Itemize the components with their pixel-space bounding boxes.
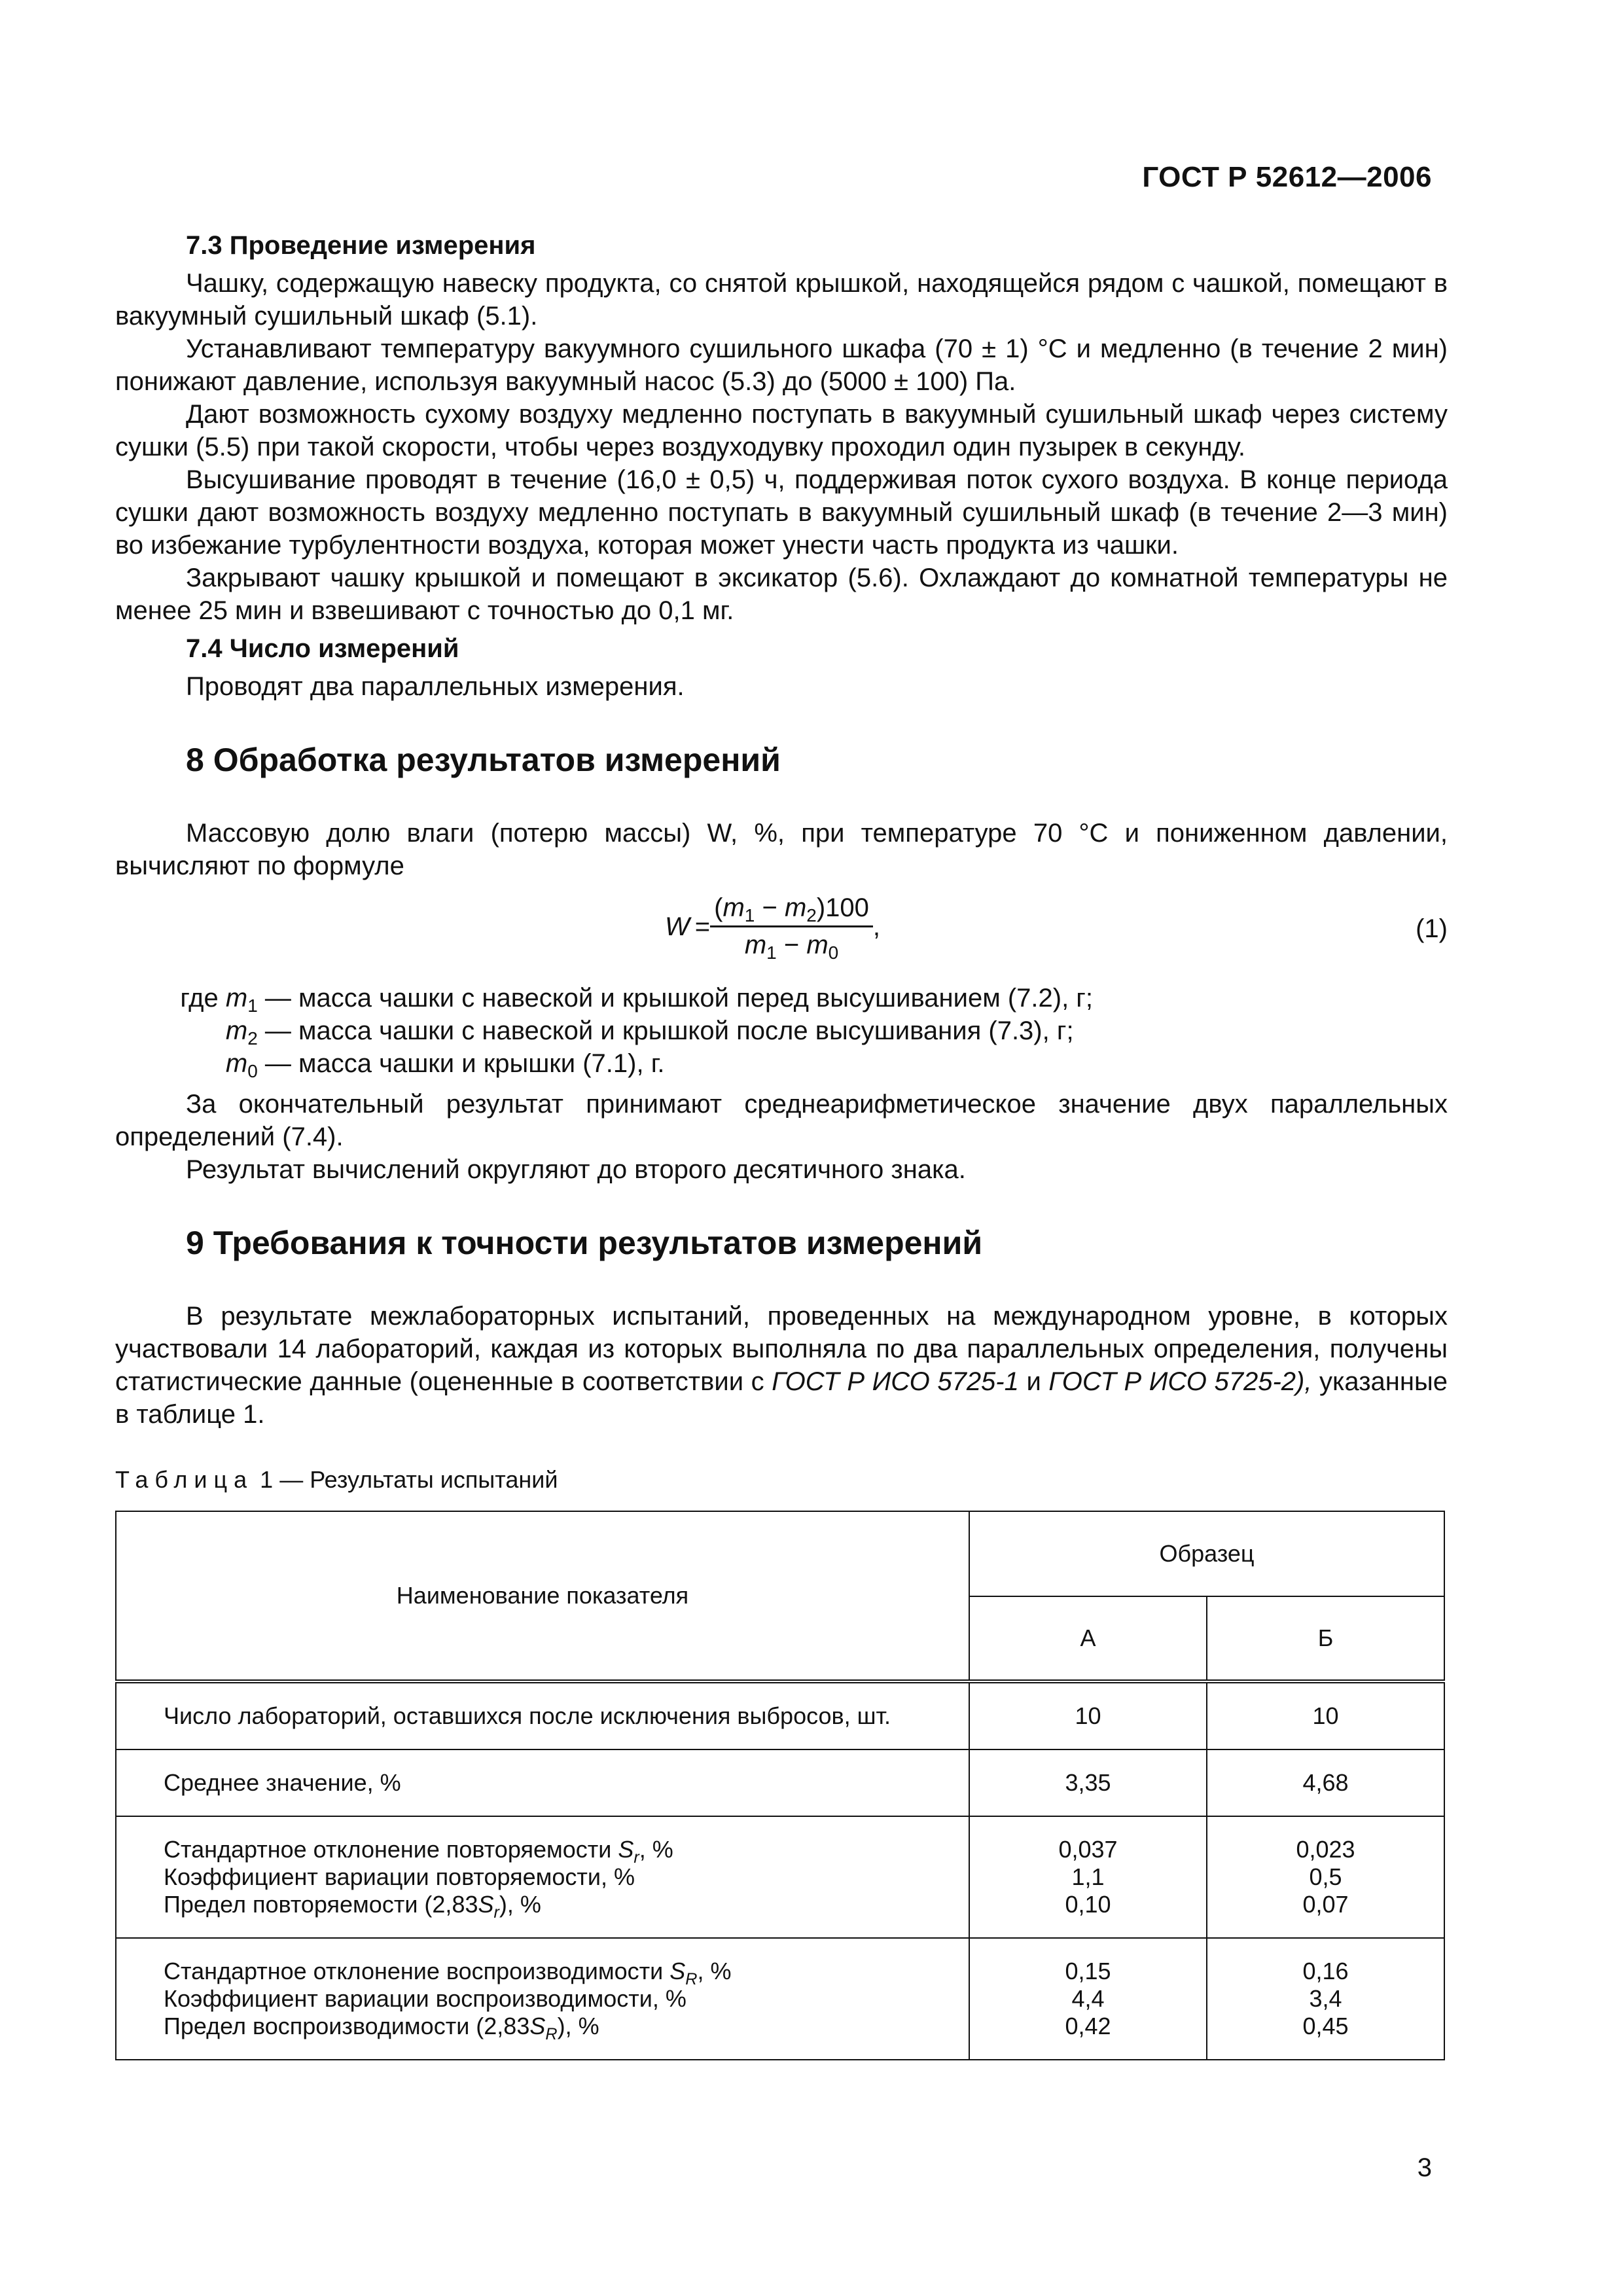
paragraph: Дают возможность сухому воздуху медленно поступать в вакуумный сушильный шкаф через систему сушки (5.5) при такой скорости, чтобы через воздуходувку проходил один пузырек в секунду. bbox=[115, 400, 1448, 461]
formula-lhs: W bbox=[665, 912, 690, 941]
table-header-col-a: А bbox=[969, 1596, 1207, 1681]
subsection-title: 7.4 Число измерений bbox=[186, 634, 459, 663]
table-header-name: Наименование показателя bbox=[116, 1511, 969, 1681]
formula: W = $\frac{(m_1 - m_2)100}{m_1 - m_0}$ , bbox=[665, 891, 880, 961]
paragraph: За окончательный результат принимают среднеарифметическое значение двух параллельных определений (7.4). bbox=[115, 1090, 1448, 1151]
table-header-col-b: Б bbox=[1207, 1596, 1444, 1681]
section-title: 9 Требования к точности результатов измерений bbox=[186, 1225, 983, 1261]
formula-block bbox=[115, 891, 1448, 969]
section-title: 8 Обработка результатов измерений bbox=[186, 742, 781, 778]
paragraph: Проводят два параллельных измерения. bbox=[186, 672, 685, 701]
table-row: Среднее значение, % 3,35 4,68 bbox=[116, 1749, 1444, 1816]
page-number: 3 bbox=[1417, 2153, 1432, 2182]
table-row: Стандартное отклонение воспроизводимости $S_R$, % Коэффициент вариации воспроизводимости, % Предел воспроизводимости $(2,83S_R)$, % 0,15 4,4 0,42 0,16 3,4 0,45 bbox=[116, 1938, 1444, 2060]
table-caption: Таблица 1 — Результаты испытаний bbox=[115, 1466, 558, 1493]
variable-row: $m_2$ — масса чашки с навеской и крышкой после высушивания (7.3), г; bbox=[225, 1016, 1074, 1049]
paragraph: Чашку, содержащую навеску продукта, со снятой крышкой, находящейся рядом с чашкой, помещают в вакуумный сушильный шкаф (5.1). bbox=[115, 269, 1448, 331]
subsection-title: 7.3 Проведение измерения bbox=[186, 231, 536, 260]
table-row: Число лабораторий, оставшихся после исключения выбросов, шт. 10 10 bbox=[116, 1681, 1444, 1749]
standard-code: ГОСТ Р 52612—2006 bbox=[1142, 161, 1432, 193]
paragraph: Высушивание проводят в течение (16,0 ± 0,5) ч, поддерживая поток сухого воздуха. В конце периода сушки дают возможность воздуху медленно поступать в вакуумный сушильный шкаф (в течение 2—3 мин) во избежание турбулентности воздуха, которая может унести часть продукта из чашки. bbox=[115, 465, 1448, 560]
variable-list bbox=[115, 982, 1448, 1080]
paragraph: Закрывают чашку крышкой и помещают в эксикатор (5.6). Охлаждают до комнатной температуры не менее 25 мин и взвешивают с точностью до 0,1 мг. bbox=[115, 564, 1448, 625]
paragraph: Массовую долю влаги (потерю массы) W, %, при температуре 70 °С и пониженном давлении, вычисляют по формуле bbox=[115, 819, 1448, 880]
table-row: Стандартное отклонение повторяемости $S_r$, % Коэффициент вариации повторяемости, % Предел повторяемости $(2,83S_r)$, % 0,037 1,1 0,10 0,023 0,5 0,07 bbox=[116, 1816, 1444, 1938]
paragraph: Результат вычислений округляют до второго десятичного знака. bbox=[186, 1155, 966, 1184]
paragraph: В результате межлабораторных испытаний, проведенных на международном уровне, в которых участвовали 14 лабораторий, каждая из которых выполняла по два параллельных определения, получены статистические данные (оцененные в соответствии с ГОСТ Р ИСО 5725-1 и ГОСТ Р ИСО 5725-2), указанные в таблице 1. bbox=[115, 1302, 1448, 1429]
formula-fraction bbox=[710, 891, 873, 961]
page-content bbox=[115, 229, 1448, 2060]
table-header-group: Образец bbox=[969, 1511, 1444, 1596]
equation-number: (1) bbox=[1416, 914, 1448, 943]
variable-row: где $m_1$ — масса чашки с навеской и крышкой перед высушиванием (7.2), г; bbox=[180, 984, 1094, 1016]
variable-row: $m_0$ — масса чашки и крышки (7.1), г. bbox=[225, 1049, 665, 1081]
results-table bbox=[115, 1511, 1445, 2060]
paragraph: Устанавливают температуру вакуумного сушильного шкафа (70 ± 1) °С и медленно (в течение 2 мин) понижают давление, используя вакуумный насос (5.3) до (5000 ± 100) Па. bbox=[115, 334, 1448, 396]
formula-denominator: $m_1 - m_0$ bbox=[744, 931, 839, 963]
formula-numerator: $(m_1 - m_2)100$ bbox=[710, 891, 873, 927]
